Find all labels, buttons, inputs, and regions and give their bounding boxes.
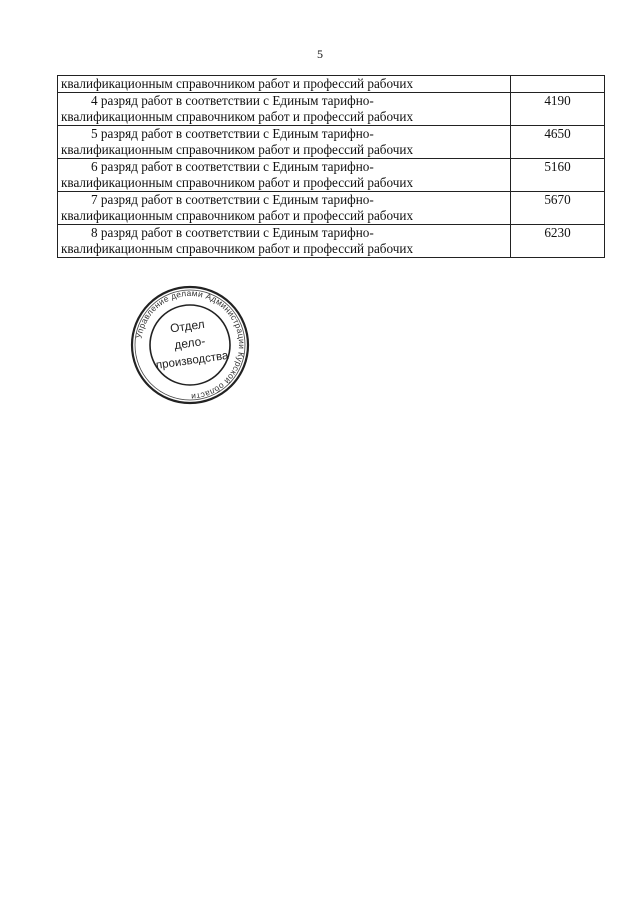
table-row <box>58 159 605 192</box>
stamp-center-line1: Отдел <box>169 316 206 336</box>
stamp-center-line2: дело- <box>173 333 207 353</box>
rate-value-cell: 5160 <box>511 159 605 192</box>
page-number: 5 <box>317 47 323 61</box>
rate-value-cell <box>511 76 605 93</box>
table-row <box>58 126 605 159</box>
category-description-continuation: квалификационным справочником работ и профессий рабочих <box>61 76 414 91</box>
table-row <box>58 93 605 126</box>
rate-value-cell: 4190 <box>511 93 605 126</box>
office-stamp <box>128 285 252 405</box>
work-category-cell <box>58 192 511 225</box>
stamp-seal-icon <box>128 285 252 405</box>
category-description-continuation: квалификационным справочником работ и профессий рабочих <box>61 208 414 223</box>
category-description-continuation: квалификационным справочником работ и профессий рабочих <box>61 175 414 190</box>
table-row <box>58 76 605 93</box>
table-row <box>58 225 605 258</box>
stamp-center-line3: производства <box>155 349 230 372</box>
work-category-cell <box>58 225 511 258</box>
category-description-continuation: квалификационным справочником работ и профессий рабочих <box>61 109 414 124</box>
work-category-cell <box>58 93 511 126</box>
category-description-continuation: квалификационным справочником работ и профессий рабочих <box>61 142 414 157</box>
category-description: 7 разряд работ в соответствии с Единым тарифно- <box>91 192 374 207</box>
rate-value-cell: 5670 <box>511 192 605 225</box>
stamp-ring-text: Управление делами Администрации Курской области <box>133 287 248 403</box>
category-description: 4 разряд работ в соответствии с Единым тарифно- <box>91 93 374 108</box>
work-category-cell <box>58 76 511 93</box>
category-description: 6 разряд работ в соответствии с Единым тарифно- <box>91 159 374 174</box>
table-row <box>58 192 605 225</box>
work-category-cell <box>58 126 511 159</box>
wage-rate-table <box>57 75 605 258</box>
category-description-continuation: квалификационным справочником работ и профессий рабочих <box>61 241 414 256</box>
category-description: 5 разряд работ в соответствии с Единым тарифно- <box>91 126 374 141</box>
rate-value-cell: 6230 <box>511 225 605 258</box>
category-description: 8 разряд работ в соответствии с Единым тарифно- <box>91 225 374 240</box>
work-category-cell <box>58 159 511 192</box>
rate-value-cell: 4650 <box>511 126 605 159</box>
